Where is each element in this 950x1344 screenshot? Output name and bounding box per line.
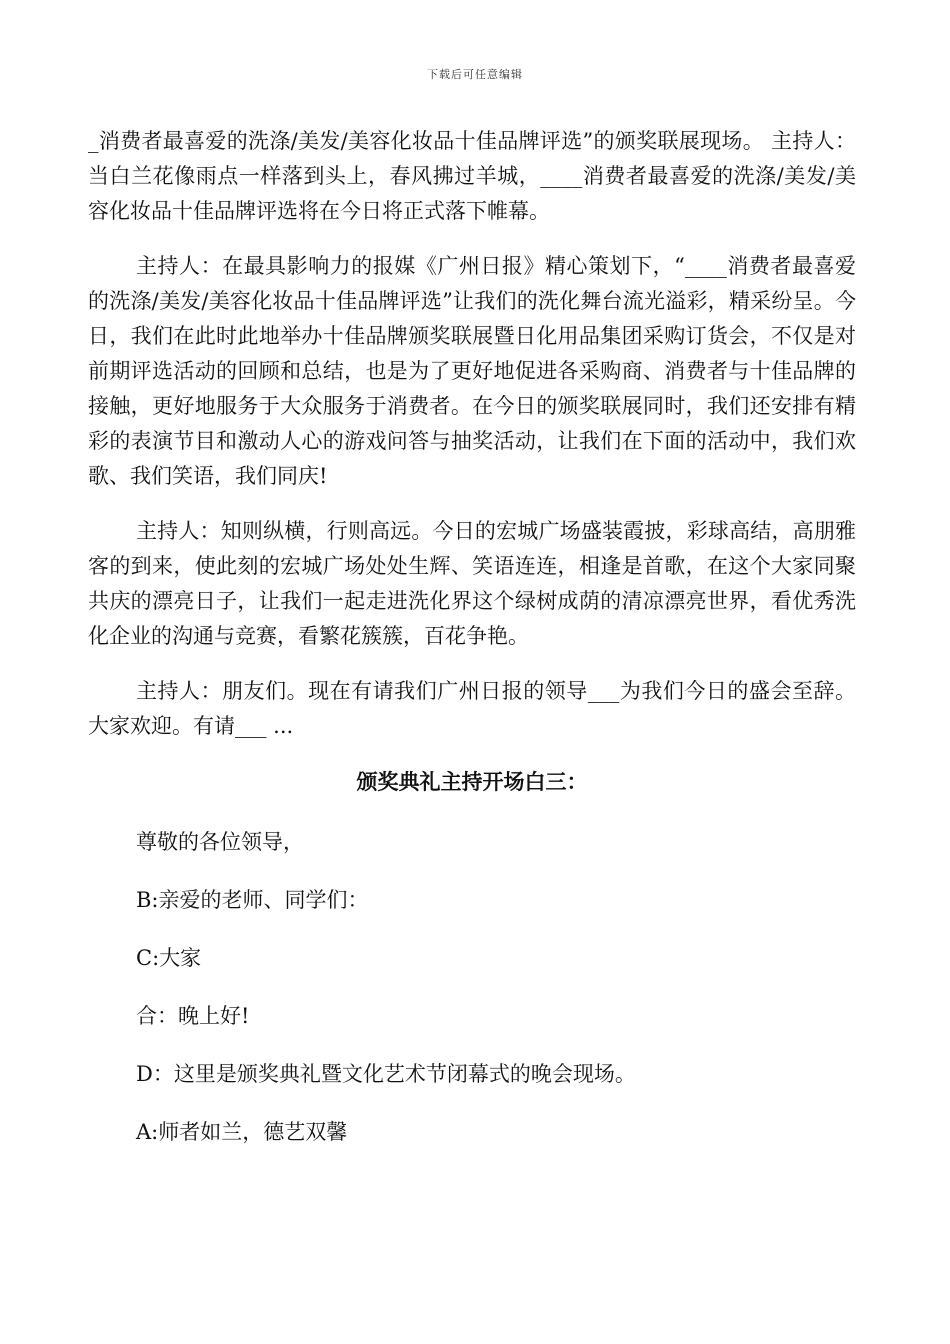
page-header-note: 下载后可任意编辑 xyxy=(427,68,523,81)
dialogue-line: D：这里是颁奖典礼暨文化艺术节闭幕式的晚会现场。 xyxy=(136,1062,636,1086)
section-title: 颁奖典礼主持开场白三： xyxy=(356,769,588,794)
dialogue-line: 尊敬的各位领导， xyxy=(136,830,304,854)
paragraph-host-3: 主持人：知则纵横，行则高远。今日的宏城广场盛装霞披，彩球高结，高朋雅客的到来，使此刻的宏城广场处处生辉、笑语连连，相逢是首歌，在这个大家同聚共庆的漂亮日子，让我们一起走进洗化界这个绿树成荫的清凉漂亮世界，看优秀洗化企业的沟通与竞赛，看繁花簇簇，百花争艳。 xyxy=(88,519,856,648)
dialogue-line: A:师者如兰，德艺双馨 xyxy=(136,1120,348,1144)
paragraph-host-2: 主持人：在最具影响力的报媒《广州日报》精心策划下，“____消费者最喜爱的洗涤/美发/美容化妆品十佳品牌评选”让我们的洗化舞台流光溢彩，精采纷呈。今日，我们在此时此地举办十佳品牌颁奖联展暨日化用品集团采购订货会，不仅是对前期评选活动的回顾和总结，也是为了更好地促进各采购商、消费者与十佳品牌的接触，更好地服务于大众服务于消费者。在今日的颁奖联展同时，我们还安排有精彩的表演节目和激动人心的游戏问答与抽奖活动，让我们在下面的活动中，我们欢歌、我们笑语，我们同庆! xyxy=(88,254,856,488)
paragraph-intro: _消费者最喜爱的洗涤/美发/美容化妆品十佳品牌评选”的颁奖联展现场。 主持人：当白兰花像雨点一样落到头上，春风拂过羊城，____消费者最喜爱的洗涤/美发/美容化妆品十佳品牌评选将在今日将正式落下帷幕。 xyxy=(88,129,856,223)
document-body xyxy=(88,124,856,1173)
dialogue-line: B:亲爱的老师、同学们： xyxy=(136,888,369,912)
dialogue-line: 合：晚上好! xyxy=(136,1004,250,1028)
dialogue-line: C:大家 xyxy=(136,946,202,970)
paragraph-host-4: 主持人：朋友们。现在有请我们广州日报的领导___为我们今日的盛会至辞。大家欢迎。有请___ ... xyxy=(88,679,856,738)
